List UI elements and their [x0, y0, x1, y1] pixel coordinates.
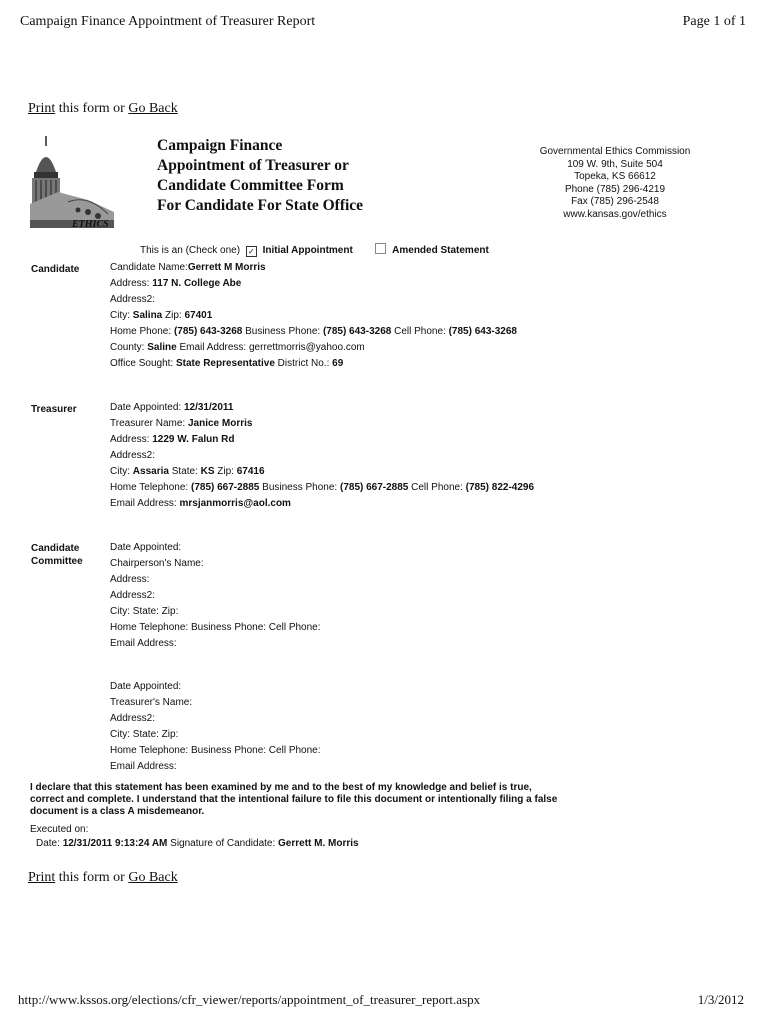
- candidate-county: Saline: [147, 342, 177, 353]
- treasurer-home-phone: (785) 667-2885: [190, 482, 260, 493]
- field-label: City:: [110, 310, 133, 321]
- candidate-office-row: [110, 356, 517, 372]
- form-title-line: For Candidate For State Office: [157, 197, 364, 214]
- field-label: Zip:: [214, 466, 237, 477]
- committee-line: Treasurer's Name:: [110, 697, 193, 708]
- executed-row: [36, 836, 359, 852]
- candidate-address: 117 N. College Abe: [152, 278, 242, 289]
- check-prompt: This is an (Check one): [140, 245, 241, 256]
- candidate-cell-phone: (785) 643-3268: [448, 326, 517, 337]
- candidate-name-row: [110, 260, 517, 276]
- print-link-bottom[interactable]: Print: [28, 870, 56, 885]
- field-label: Signature of Candidate:: [167, 838, 279, 849]
- committee-line: Home Telephone: Business Phone: Cell Phone:: [110, 745, 321, 756]
- field-label: State:: [168, 466, 201, 477]
- treasurer-section-label: Treasurer: [31, 404, 77, 415]
- field-label: Home Telephone:: [110, 482, 191, 493]
- field-label: Zip:: [162, 310, 185, 321]
- candidate-name: Gerrett M Morris: [187, 262, 266, 273]
- field-label: Date Appointed:: [110, 402, 184, 413]
- field-label: Cell Phone:: [391, 326, 449, 337]
- field-label: Candidate Name:: [110, 262, 188, 273]
- go-back-link[interactable]: Go Back: [128, 101, 178, 116]
- initial-appointment-label: Initial Appointment: [262, 245, 353, 256]
- field-label: Home Phone:: [110, 326, 174, 337]
- report-title: Campaign Finance Appointment of Treasurer Report: [20, 14, 316, 29]
- form-title-line: Appointment of Treasurer or: [157, 157, 349, 174]
- treasurer-address2-row: Address2:: [110, 450, 156, 461]
- initial-appointment-checkbox[interactable]: ✓: [246, 246, 257, 257]
- field-label: City:: [110, 466, 133, 477]
- nav-text: this form or: [55, 870, 129, 885]
- candidate-address-row: [110, 276, 517, 292]
- form-title: [157, 136, 363, 216]
- field-label: Business Phone:: [259, 482, 340, 493]
- agency-name: Governmental Ethics Commission: [539, 146, 691, 157]
- declaration-line: document is a class A misdemeanor.: [30, 806, 205, 817]
- field-label: Email Address:: [176, 342, 249, 353]
- agency-website: www.kansas.gov/ethics: [563, 208, 667, 220]
- go-back-link-bottom[interactable]: Go Back: [128, 870, 178, 885]
- form-title-line: Candidate Committee Form: [157, 177, 344, 194]
- page-number: Page 1 of 1: [682, 14, 746, 29]
- candidate-county-row: [110, 340, 517, 356]
- agency-address: 109 W. 9th, Suite 504: [567, 158, 663, 170]
- candidate-business-phone: (785) 643-3268: [322, 326, 392, 337]
- candidate-office: State Representative: [175, 358, 275, 369]
- executed-label: Executed on:: [30, 824, 89, 835]
- candidate-city: Salina: [132, 310, 163, 321]
- committee-label-line: Committee: [31, 556, 83, 567]
- field-label: Address:: [110, 278, 153, 289]
- agency-contact: [520, 146, 710, 221]
- declaration: [30, 782, 750, 818]
- check-one-row: [140, 243, 489, 259]
- candidate-district: 69: [332, 358, 344, 369]
- committee-chair-section: [110, 540, 321, 652]
- treasurer-section: [110, 400, 534, 512]
- declaration-line: I declare that this statement has been examined by me and to the best of my knowledge and belief is true,: [30, 782, 532, 793]
- logo-text: ETHICS: [72, 219, 109, 230]
- committee-treasurer-section: [110, 679, 321, 775]
- candidate-section: [110, 260, 517, 372]
- candidate-phone-row: [110, 324, 517, 340]
- treasurer-zip: 67416: [236, 466, 265, 477]
- candidate-signature: Gerrett M. Morris: [278, 838, 359, 849]
- print-link[interactable]: Print: [28, 101, 56, 116]
- committee-label-line: Candidate: [31, 543, 80, 554]
- field-label: Business Phone:: [242, 326, 323, 337]
- ethics-commission-logo: [28, 132, 116, 240]
- committee-line: Address2:: [110, 713, 156, 724]
- field-label: Cell Phone:: [408, 482, 466, 493]
- committee-line: Chairperson's Name:: [110, 558, 204, 569]
- nav-text: this form or: [55, 101, 129, 116]
- agency-phone: Phone (785) 296-4219: [564, 183, 666, 195]
- treasurer-date-row: [110, 400, 534, 416]
- field-label: Address:: [110, 434, 153, 445]
- candidate-city-row: [110, 308, 517, 324]
- candidate-zip: 67401: [184, 310, 213, 321]
- treasurer-address-row: [110, 432, 534, 448]
- bottom-nav: [28, 870, 178, 886]
- committee-section-label: [31, 542, 83, 568]
- footer-date: 1/3/2012: [697, 992, 744, 1007]
- committee-line: City: State: Zip:: [110, 606, 179, 617]
- treasurer-business-phone: (785) 667-2885: [339, 482, 409, 493]
- committee-line: Home Telephone: Business Phone: Cell Phone:: [110, 622, 321, 633]
- treasurer-name-row: [110, 416, 534, 432]
- committee-line: Address:: [110, 574, 150, 585]
- treasurer-address: 1229 W. Falun Rd: [152, 434, 235, 445]
- agency-city: Topeka, KS 66612: [574, 171, 656, 182]
- field-label: Treasurer Name:: [110, 418, 188, 429]
- treasurer-state: KS: [200, 466, 215, 477]
- declaration-line: correct and complete. I understand that the intentional failure to file this document or intentionally filing a false: [30, 794, 558, 805]
- committee-line: Email Address:: [110, 761, 177, 772]
- committee-line: Date Appointed:: [110, 681, 182, 692]
- treasurer-city: Assaria: [132, 466, 169, 477]
- committee-line: Email Address:: [110, 638, 177, 649]
- field-label: Email Address:: [110, 498, 180, 509]
- treasurer-city-row: [110, 464, 534, 480]
- candidate-section-label: Candidate: [31, 264, 80, 275]
- candidate-email: gerrettmorris@yahoo.com: [248, 342, 365, 353]
- committee-line: City: State: Zip:: [110, 729, 179, 740]
- agency-fax: Fax (785) 296-2548: [571, 196, 659, 207]
- top-nav: [28, 101, 178, 117]
- committee-line: Date Appointed:: [110, 542, 182, 553]
- candidate-address2-row: Address2:: [110, 294, 156, 305]
- field-label: County:: [110, 342, 148, 353]
- treasurer-email-row: [110, 496, 534, 512]
- field-label: District No.:: [274, 358, 333, 369]
- treasurer-name: Janice Morris: [187, 418, 253, 429]
- form-title-line: Campaign Finance: [157, 137, 283, 154]
- treasurer-phone-row: [110, 480, 534, 496]
- field-label: Office Sought:: [110, 358, 176, 369]
- field-label: Date:: [36, 838, 63, 849]
- committee-line: Address2:: [110, 590, 156, 601]
- treasurer-date: 12/31/2011: [183, 402, 234, 413]
- executed-date: 12/31/2011 9:13:24 AM: [62, 838, 168, 849]
- candidate-home-phone: (785) 643-3268: [173, 326, 243, 337]
- amended-statement-label: Amended Statement: [392, 245, 489, 256]
- treasurer-cell-phone: (785) 822-4296: [465, 482, 535, 493]
- treasurer-email: mrsjanmorris@aol.com: [179, 498, 291, 509]
- amended-statement-checkbox[interactable]: [375, 243, 386, 254]
- footer-url: http://www.kssos.org/elections/cfr_viewer/reports/appointment_of_treasurer_report.aspx: [18, 992, 481, 1007]
